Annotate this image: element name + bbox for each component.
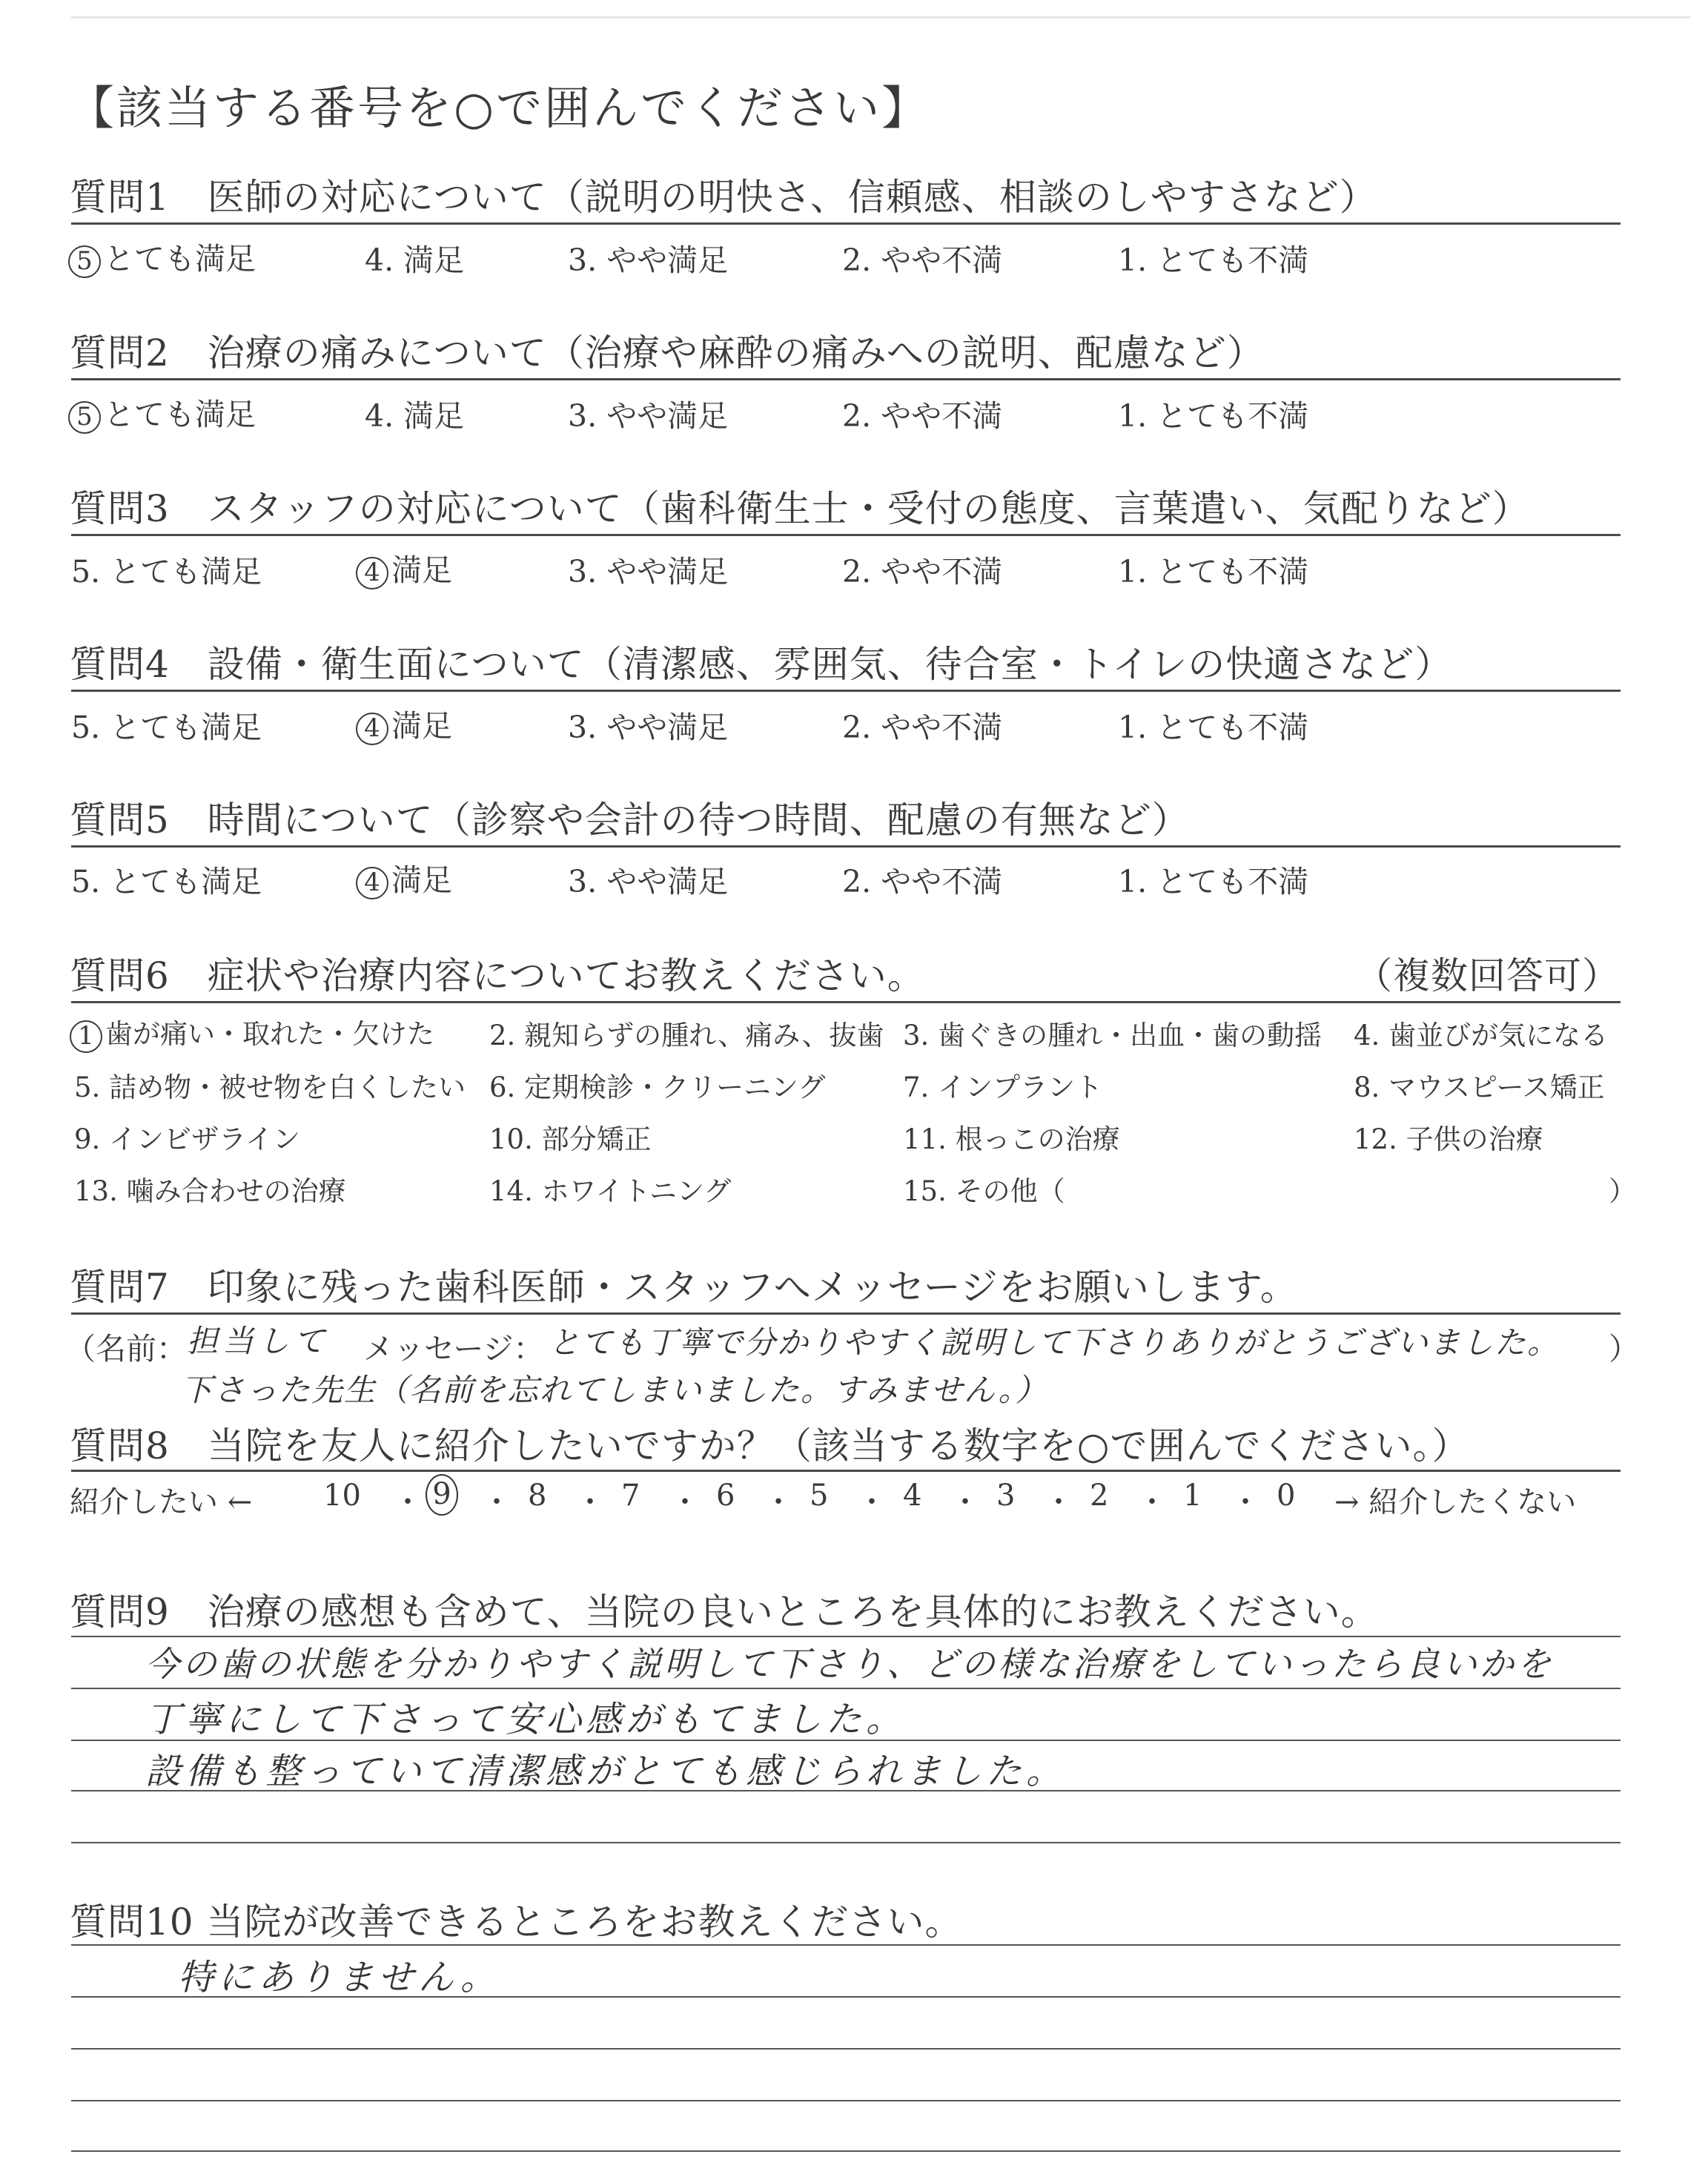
q6-item-5[interactable]: 5. 詰め物・被せ物を白くしたい [74, 1071, 466, 1103]
q9-line-2 [71, 1688, 1621, 1689]
top-border [71, 16, 1690, 19]
q4-divider [71, 690, 1621, 692]
q4-option-5[interactable]: 5. とても満足 [71, 710, 262, 745]
q6-divider [71, 1001, 1621, 1003]
q6-item-15[interactable]: 15. その他（ [903, 1175, 1065, 1207]
q6-item-7[interactable]: 7. インプラント [903, 1071, 1103, 1103]
q8-scale-10[interactable]: 10 [323, 1479, 361, 1513]
circle-mark: 4 [356, 557, 388, 589]
q10-line-3 [71, 2048, 1621, 2050]
q1-title: 質問1 医師の対応について（説明の明快さ、信頼感、相談のしやすさなど） [70, 176, 1377, 219]
circle-mark: 4 [356, 867, 388, 899]
q8-right-label: → 紹介したくない [1334, 1485, 1577, 1519]
q9-answer-line1[interactable]: 今の歯の状態を分かりやすく説明して下さり、どの様な治療をしていったら良いかを [145, 1644, 1554, 1684]
page-title: 【該当する番号を○で囲んでください】 [68, 81, 930, 135]
q10-title: 質問10 当院が改善できるところをお教えください。 [70, 1900, 963, 1943]
q7-name-label: （名前： [65, 1331, 187, 1367]
q5-option-5[interactable]: 5. とても満足 [71, 864, 262, 899]
q6-item-3[interactable]: 3. 歯ぐきの腫れ・出血・歯の動揺 [903, 1020, 1323, 1051]
circle-mark: 5 [68, 401, 101, 434]
q6-item-14[interactable]: 14. ホワイトニング [489, 1175, 732, 1207]
q3-option-2[interactable]: 2. やや不満 [842, 554, 1003, 589]
q6-item-9[interactable]: 9. インビザライン [74, 1123, 300, 1155]
circle-mark: 5 [68, 245, 101, 278]
q8-scale-7[interactable]: 7 [621, 1479, 640, 1513]
q10-line-1 [71, 1944, 1621, 1946]
q6-item-1-selected[interactable]: 1 歯が痛い・取れた・欠けた [70, 1011, 434, 1053]
q8-scale-6[interactable]: 6 [716, 1479, 735, 1513]
q8-dot: ・ [950, 1485, 980, 1519]
q8-scale-9-selected[interactable] [426, 1474, 458, 1516]
q5-option-1[interactable]: 1. とても不満 [1118, 864, 1309, 899]
q8-scale-2[interactable]: 2 [1090, 1479, 1109, 1513]
q6-item-15-close: ） [1609, 1175, 1636, 1207]
q6-item-8[interactable]: 8. マウスピース矯正 [1354, 1071, 1605, 1103]
q5-option-2[interactable]: 2. やや不満 [842, 864, 1003, 899]
q8-scale-0[interactable]: 0 [1277, 1479, 1296, 1513]
q3-divider [71, 534, 1621, 536]
q6-item-10[interactable]: 10. 部分矯正 [489, 1123, 652, 1155]
q8-left-label: 紹介したい ← [70, 1485, 253, 1519]
q2-option-2[interactable]: 2. やや不満 [842, 398, 1003, 434]
q8-title: 質問8 当院を友人に紹介したいですか？（該当する数字を○で囲んでください。） [70, 1424, 1470, 1467]
q1-option-2[interactable]: 2. やや不満 [842, 242, 1003, 278]
q9-answer-line2[interactable]: 丁寧にして下さって安心感がもてました。 [145, 1699, 907, 1740]
q10-line-5 [71, 2150, 1621, 2152]
q10-answer-line1[interactable]: 特にありません。 [178, 1957, 500, 1998]
q8-dot: ・ [1044, 1485, 1073, 1519]
q5-option-4-selected[interactable]: 4 満足 [356, 856, 452, 899]
q5-option-3[interactable]: 3. やや満足 [568, 864, 729, 899]
q8-scale-3[interactable]: 3 [996, 1479, 1016, 1513]
circle-mark: 4 [356, 713, 388, 745]
q9-answer-line3[interactable]: 設備も整っていて清潔感がとても感じられました。 [145, 1751, 1067, 1792]
q10-line-4 [71, 2100, 1621, 2101]
q4-option-3[interactable]: 3. やや満足 [568, 710, 729, 745]
q3-option-4-selected[interactable]: 4 満足 [356, 546, 452, 589]
q2-option-1[interactable]: 1. とても不満 [1118, 398, 1309, 434]
q6-item-13[interactable]: 13. 噛み合わせの治療 [74, 1175, 346, 1207]
q2-divider [71, 378, 1621, 380]
q5-title: 質問5 時間について（診察や会計の待つ時間、配慮の有無など） [70, 799, 1190, 842]
q7-message-value[interactable]: とても丁寧で分かりやすく説明して下さりありがとうございました。 [549, 1324, 1560, 1361]
q4-option-1[interactable]: 1. とても不満 [1118, 710, 1309, 745]
q3-title: 質問3 スタッフの対応について（歯科衛生士・受付の態度、言葉遣い、気配りなど） [70, 487, 1530, 530]
q2-title: 質問2 治療の痛みについて（治療や麻酔の痛みへの説明、配慮など） [70, 331, 1265, 374]
q8-dot: ・ [1137, 1485, 1167, 1519]
q2-option-4[interactable]: 4. 満足 [365, 398, 465, 434]
q6-item-6[interactable]: 6. 定期検診・クリーニング [489, 1071, 826, 1103]
q8-dot: ・ [482, 1485, 512, 1519]
q7-divider [71, 1312, 1621, 1315]
q8-dot: ・ [575, 1485, 605, 1519]
q6-note: （複数回答可） [1355, 954, 1620, 997]
q8-scale-8[interactable]: 8 [528, 1479, 547, 1513]
q7-title: 質問7 印象に残った歯科医師・スタッフへメッセージをお願いします。 [70, 1266, 1298, 1309]
q8-dot: ・ [670, 1485, 700, 1519]
q4-option-4-selected[interactable]: 4 満足 [356, 701, 452, 745]
q2-option-5-selected[interactable]: 5 とても満足 [68, 390, 256, 434]
q9-line-5 [71, 1842, 1621, 1843]
q6-item-2[interactable]: 2. 親知らずの腫れ、痛み、抜歯 [489, 1020, 884, 1051]
q3-option-1[interactable]: 1. とても不満 [1118, 554, 1309, 589]
q1-divider [71, 222, 1621, 225]
q4-title: 質問4 設備・衛生面について（清潔感、雰囲気、待合室・トイレの快適さなど） [70, 643, 1453, 686]
q8-scale-5[interactable]: 5 [810, 1479, 829, 1513]
q6-item-11[interactable]: 11. 根っこの治療 [903, 1123, 1120, 1155]
q1-option-3[interactable]: 3. やや満足 [568, 242, 729, 278]
q1-option-5-selected[interactable]: 5 とても満足 [68, 234, 256, 278]
q5-divider [71, 845, 1621, 848]
q6-item-12[interactable]: 12. 子供の治療 [1354, 1123, 1543, 1155]
q8-dot: ・ [764, 1485, 793, 1519]
q4-option-2[interactable]: 2. やや不満 [842, 710, 1003, 745]
q6-title: 質問6 症状や治療内容についてお教えください。 [70, 954, 925, 997]
circle-mark: 9 [426, 1474, 458, 1516]
q7-name-value[interactable]: 担当して [187, 1323, 330, 1359]
q9-title: 質問9 治療の感想も含めて、当院の良いところを具体的にお教えください。 [70, 1591, 1379, 1634]
q8-scale-4[interactable]: 4 [903, 1479, 922, 1513]
q8-scale-1[interactable]: 1 [1183, 1479, 1202, 1513]
q7-message-line2[interactable]: 下さった先生（名前を忘れてしまいました。すみません。） [181, 1372, 1048, 1408]
circle-mark: 1 [70, 1020, 102, 1053]
q8-dot: ・ [1231, 1485, 1260, 1519]
q8-dot: ・ [857, 1485, 887, 1519]
q1-option-4[interactable]: 4. 満足 [365, 242, 465, 278]
q7-close-paren: ） [1609, 1331, 1639, 1367]
q2-option-3[interactable]: 3. やや満足 [568, 398, 729, 434]
q8-dot: ・ [393, 1485, 423, 1519]
q3-option-5[interactable]: 5. とても満足 [71, 554, 262, 589]
q6-item-4[interactable]: 4. 歯並びが気になる [1354, 1020, 1609, 1051]
q3-option-3[interactable]: 3. やや満足 [568, 554, 729, 589]
q8-divider [71, 1470, 1621, 1472]
q1-option-1[interactable]: 1. とても不満 [1118, 242, 1309, 278]
q7-message-label: メッセージ： [363, 1331, 544, 1367]
